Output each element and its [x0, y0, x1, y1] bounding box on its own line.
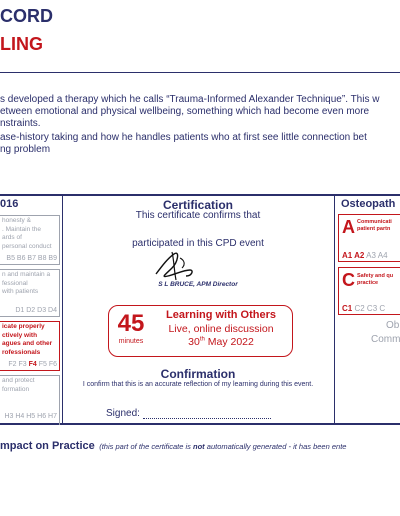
impact-note-bold: not	[193, 442, 205, 451]
standard-box-h	[0, 375, 60, 425]
standard-box-b	[0, 215, 60, 265]
description-line-2: etween emotional and physical wellbeing, something which had become even more	[0, 106, 370, 117]
osteopathic-obs-1: Ob	[386, 320, 400, 331]
certification-title: Certification	[162, 198, 233, 212]
standard-f-line-1: icate properly	[2, 323, 45, 330]
theme-c-codes-selected: C1	[342, 304, 353, 313]
page-subtitle: LING	[0, 34, 43, 54]
osteopathic-title: Osteopath	[341, 198, 396, 210]
theme-a-codes	[342, 251, 388, 260]
theme-a-codes-selected: A1 A2	[342, 251, 365, 260]
left-column-divider	[62, 194, 63, 425]
standard-box-d	[0, 269, 60, 317]
standard-h-line-1: and protect	[2, 377, 35, 384]
page-title: CORD	[0, 6, 53, 26]
event-date	[152, 336, 290, 348]
standard-h-codes: H3 H4 H5 H6 H7	[4, 412, 57, 420]
standard-f-line-4: rofessionals	[2, 348, 41, 356]
event-date-suffix: th	[199, 336, 205, 343]
theme-c-line-2: practice	[357, 280, 379, 286]
standard-d-line-1: n and maintain a	[2, 271, 51, 278]
impact-note-post: automatically generated - it has been ente	[204, 442, 347, 451]
impact-note-pre: (this part of the certificate is	[99, 442, 194, 451]
certification-confirms: This certificate confirms that	[135, 210, 261, 221]
standard-b-line-1: honesty &	[2, 217, 31, 224]
theme-a-line-1: Communicati	[357, 219, 392, 225]
director-signature	[150, 248, 200, 282]
description-line-4: ase-history taking and how he handles patients who at first see little connection bet	[0, 132, 367, 143]
confirmation-text: I confirm that this is an accurate reflection of my learning during this event.	[82, 381, 314, 388]
standard-d-line-2: fessional	[2, 279, 28, 287]
standard-d-codes: D1 D2 D3 D4	[15, 306, 57, 314]
signed-label: Signed:	[106, 408, 140, 419]
event-date-month-year: May 2022	[207, 336, 254, 348]
right-column-divider	[334, 194, 335, 425]
standard-f-codes	[8, 361, 57, 370]
standard-b-line-2: . Maintain the	[2, 225, 42, 233]
standard-f-line-3: agues and other	[2, 340, 53, 347]
standards-year: 016	[0, 198, 19, 210]
standard-f-codes-pre: F2 F3	[8, 360, 27, 368]
theme-a-box	[338, 214, 400, 262]
standard-f-codes-post: F5 F6	[38, 360, 57, 368]
impact-heading	[0, 436, 346, 454]
signatory-name: S L BRUCE, APM Director	[158, 281, 238, 288]
theme-c-line-1: Safety and qu	[357, 273, 394, 279]
theme-c-letter: C	[342, 270, 355, 290]
description-line-5: ng problem	[0, 144, 51, 155]
standard-box-f-selected	[0, 321, 60, 371]
standard-b-line-3: ards of	[2, 234, 22, 241]
event-type: Live, online discussion	[168, 323, 274, 335]
confirmation-title: Confirmation	[160, 367, 236, 381]
description-line-1: s developed a therapy which he calls “Trauma-Informed Alexander Technique”. This w	[0, 94, 380, 105]
standard-f-code-selected: F4	[28, 360, 37, 368]
event-date-day: 30	[188, 336, 200, 348]
standard-b-codes: B5 B6 B7 B8 B9	[6, 254, 57, 262]
event-minutes-value: 45	[117, 310, 145, 337]
theme-c-box	[338, 267, 400, 315]
standard-f-line-2: ctively with	[2, 331, 38, 339]
header-divider	[0, 72, 400, 73]
signature-line[interactable]	[143, 418, 271, 419]
standard-d-line-3: with patients	[2, 288, 39, 295]
theme-a-line-2: patient partn	[357, 226, 391, 232]
standard-h-line-2: formation	[2, 385, 30, 393]
certification-participated: participated in this CPD event	[132, 238, 264, 249]
theme-a-codes-rest: A3 A4	[366, 251, 388, 260]
standard-b-line-4: personal conduct	[2, 242, 52, 250]
theme-a-letter: A	[342, 217, 355, 237]
impact-title: mpact on Practice	[0, 440, 95, 452]
theme-c-codes	[342, 304, 385, 313]
event-minutes-label: minutes	[118, 338, 144, 345]
event-title: Learning with Others	[165, 309, 276, 321]
osteopathic-obs-2: Comm	[371, 334, 400, 345]
description-line-3: nstraints.	[0, 118, 41, 129]
theme-c-codes-rest: C2 C3 C	[354, 304, 386, 313]
